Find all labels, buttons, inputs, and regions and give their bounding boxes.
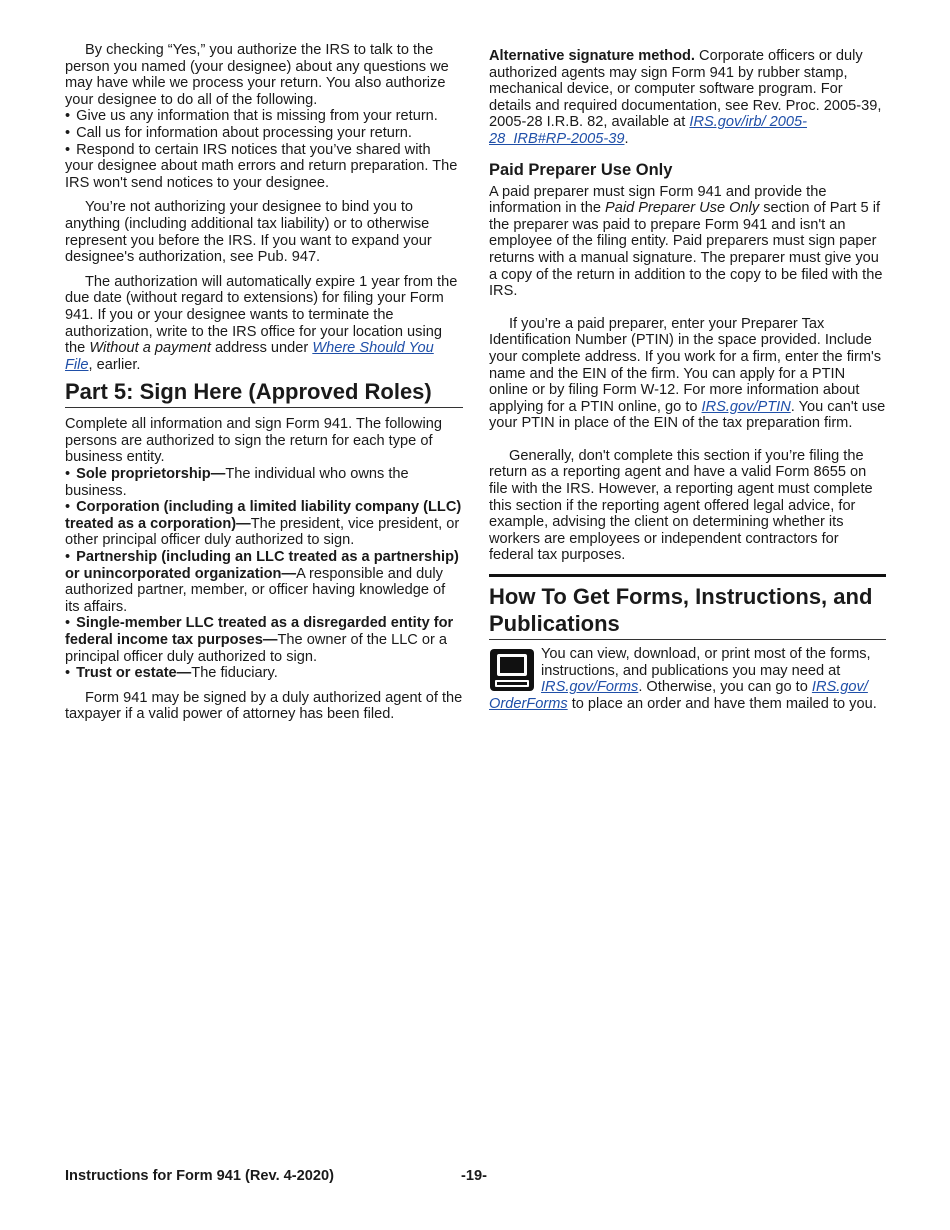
irb-link[interactable]: IRS.gov/irb/ 2005-28_IRB#RP-2005-39	[489, 114, 808, 147]
order-forms-link[interactable]: IRS.gov/ OrderForms	[489, 679, 868, 712]
where-should-you-file-link[interactable]: Where Should You File	[65, 340, 434, 373]
paid-preparer-paragraph-3: Generally, don't complete this section if you’re filing the return as a reporting agent and have a valid Form 8655 on file with the IRS. However, a reporting agent must complete this section if the reporting agent offered legal advice, for example, advising the client on determining whether its workers are employees or independent contractors for federal tax purposes.	[489, 447, 873, 564]
agent-signed-paragraph: Form 941 may be signed by a duly authorized agent of the taxpayer if a valid power of attorney has been filed.	[65, 689, 463, 723]
designee-bullet-3: • Respond to certain IRS notices that you’ve shared with your designee about math errors and return preparation. The IRS won't send notices to your designee.	[65, 142, 463, 192]
right-column	[489, 48, 886, 712]
computer-icon	[489, 648, 535, 692]
role-trust-or-estate: • Trust or estate—The fiduciary.	[65, 665, 463, 682]
designee-bullet-2: • Call us for information about processing your return.	[65, 125, 463, 142]
designee-intro: By checking “Yes,” you authorize the IRS to talk to the person you named (your designee) about any questions we may have while we process your return. You also authorize your designee to do all of the following.	[65, 42, 449, 108]
forms-heading: How To Get Forms, Instructions, and Publications	[489, 583, 886, 640]
part5-heading: Part 5: Sign Here (Approved Roles)	[65, 379, 463, 408]
forms-body	[489, 646, 886, 712]
role-single-member-llc: • Single-member LLC treated as a disregarded entity for federal income tax purposes—The owner of the LLC or a principal officer duly authorized to sign.	[65, 615, 463, 665]
paid-preparer-paragraph-2: If you’re a paid preparer, enter your Preparer Tax Identification Number (PTIN) in the space provided. Include your complete address. If you work for a firm, enter the firm's name and the EIN of the firm. You can apply for a PTIN online or by filing Form W-12. For more information about applying for a PTIN online, go to IRS.gov/PTIN. You can't use your PTIN in place of the EIN of the tax preparation firm.	[489, 315, 886, 432]
forms-paragraph: You can view, download, or print most of the forms, instructions, and publications you may need at IRS.gov/Forms. Otherwise, you can go to IRS.gov/ OrderForms to place an order and have them mailed to you.	[489, 646, 877, 712]
part5-intro: Complete all information and sign Form 941. The following persons are authorized to sign the return for each type of business entity.	[65, 416, 442, 466]
irs-forms-link[interactable]: IRS.gov/Forms	[541, 679, 639, 696]
paid-preparer-heading: Paid Preparer Use Only	[489, 160, 673, 179]
role-corporation: • Corporation (including a limited liability company (LLC) treated as a corporation)—The president, vice president, or other principal officer duly authorized to sign.	[65, 499, 463, 549]
page-number: -19-	[461, 1168, 487, 1184]
section-divider	[489, 574, 886, 577]
role-partnership: • Partnership (including an LLC treated as a partnership) or unincorporated organization—A responsible and duly authorized partner, member, or officer having knowledge of its affairs.	[65, 549, 463, 615]
ptin-link[interactable]: IRS.gov/PTIN	[701, 398, 791, 415]
left-column	[65, 42, 463, 723]
paid-preparer-paragraph-1: A paid preparer must sign Form 941 and provide the information in the Paid Preparer Use Only section of Part 5 if the preparer was paid to prepare Form 941 and isn't an employee of the filing entity. Paid preparers must sign paper returns with a manual signature. The preparer must give you a copy of the return in addition to the copy to be filed with the IRS.	[489, 183, 883, 300]
authorization-expire-paragraph: The authorization will automatically expire 1 year from the due date (without regard to extensions) for filing your Form 941. If you or your designee wants to terminate the authorization, write to the IRS office for your location using the Without a payment address under Where Should You File, earlier.	[65, 273, 458, 373]
role-sole-proprietorship: • Sole proprietorship—The individual who owns the business.	[65, 466, 463, 499]
alternative-signature-paragraph: Alternative signature method. Corporate officers or duly authorized agents may sign Form 941 by rubber stamp, mechanical device, or computer software program. For details and required documentation, see Rev. Proc. 2005-39, 2005-28 I.R.B. 82, available at IRS.gov/irb/ 2005-28_IRB#RP-2005-39.	[489, 48, 882, 147]
not-authorizing-paragraph: You’re not authorizing your designee to bind you to anything (including additional tax liability) or to otherwise represent you before the IRS. If you want to expand your designee's authorization, see Pub. 947.	[65, 199, 432, 266]
designee-bullet-1: • Give us any information that is missing from your return.	[65, 108, 463, 125]
footer-title: Instructions for Form 941 (Rev. 4-2020)	[65, 1168, 334, 1184]
